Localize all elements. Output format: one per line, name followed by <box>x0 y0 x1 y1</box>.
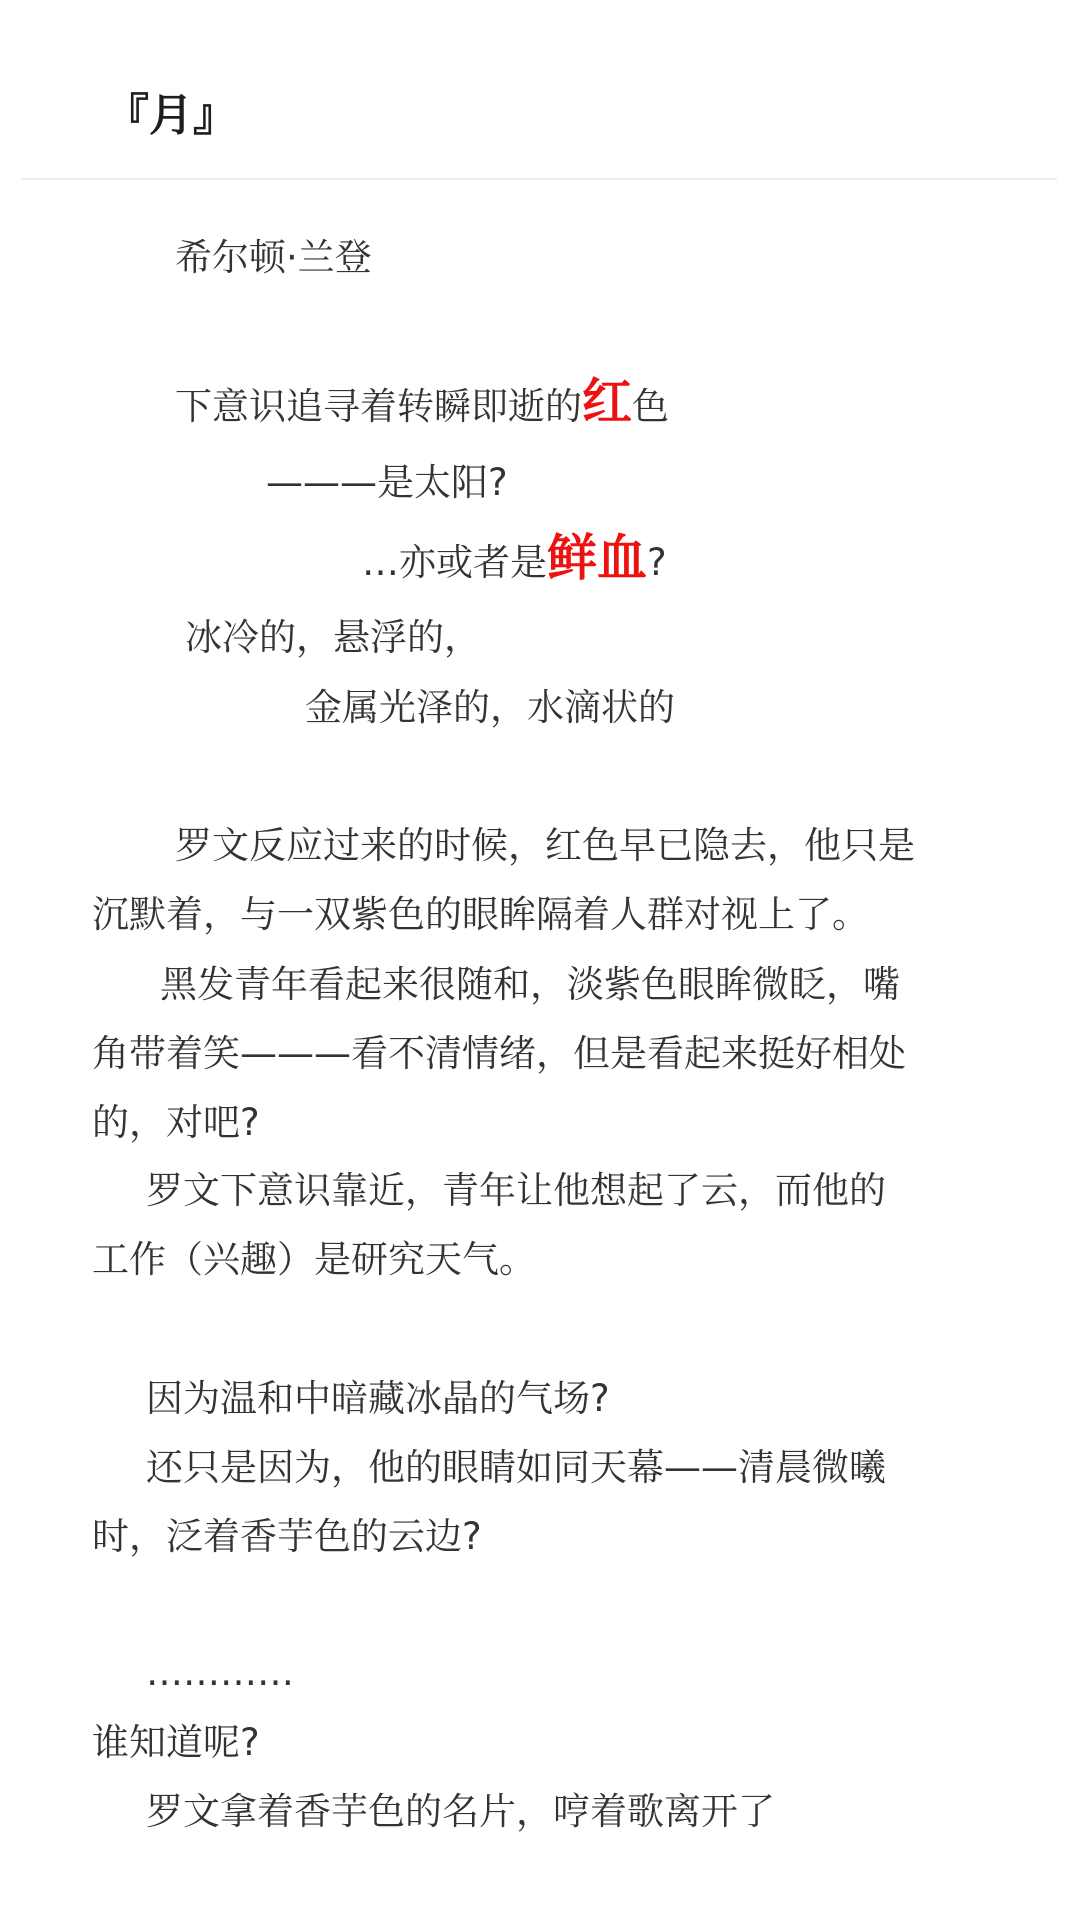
poem-line-3-pre: …亦或者是 <box>362 541 547 584</box>
poem-line-1-post: 色 <box>632 385 669 428</box>
paragraph-5-line-1: 还只是因为，他的眼睛如同天幕——清晨微曦 <box>146 1446 886 1489</box>
author-line: 希尔顿·兰登 <box>175 236 372 279</box>
poem-line-1 <box>175 374 669 435</box>
poem-line-1-pre: 下意识追寻着转瞬即逝的 <box>175 385 582 428</box>
ellipsis-line: ………… <box>146 1651 294 1694</box>
paragraph-4-line-1: 因为温和中暗藏冰晶的气场? <box>146 1377 610 1420</box>
poem-line-3 <box>362 530 667 591</box>
poem-line-5: 金属光泽的，水滴状的 <box>305 686 675 729</box>
paragraph-2-line-2: 角带着笑———看不清情绪，但是看起来挺好相处 <box>92 1032 906 1075</box>
header-divider <box>22 178 1057 180</box>
paragraph-3-line-2: 工作（兴趣）是研究天气。 <box>92 1238 536 1281</box>
article-title: 『月』 <box>105 90 237 141</box>
paragraph-5-line-2: 时，泛着香芋色的云边? <box>92 1515 482 1558</box>
paragraph-3-line-1: 罗文下意识靠近，青年让他想起了云，而他的 <box>146 1169 886 1212</box>
poem-line-4: 冰冷的，悬浮的， <box>185 616 481 659</box>
paragraph-8-line-1: 罗文拿着香芋色的名片，哼着歌离开了 <box>146 1790 775 1833</box>
poem-red-word: 红 <box>582 373 632 431</box>
paragraph-7-line-1: 谁知道呢? <box>92 1721 260 1764</box>
paragraph-1-line-2: 沉默着，与一双紫色的眼眸隔着人群对视上了。 <box>92 893 869 936</box>
paragraph-2-line-3: 的，对吧? <box>92 1101 260 1144</box>
poem-line-3-post: ? <box>647 541 667 584</box>
paragraph-1-line-1: 罗文反应过来的时候，红色早已隐去，他只是 <box>175 824 915 867</box>
poem-red-blood: 鲜血 <box>547 529 647 587</box>
article-header <box>0 0 1080 180</box>
poem-line-2: ———是太阳? <box>266 461 508 504</box>
paragraph-2-line-1: 黑发青年看起来很随和，淡紫色眼眸微眨，嘴 <box>160 963 900 1006</box>
